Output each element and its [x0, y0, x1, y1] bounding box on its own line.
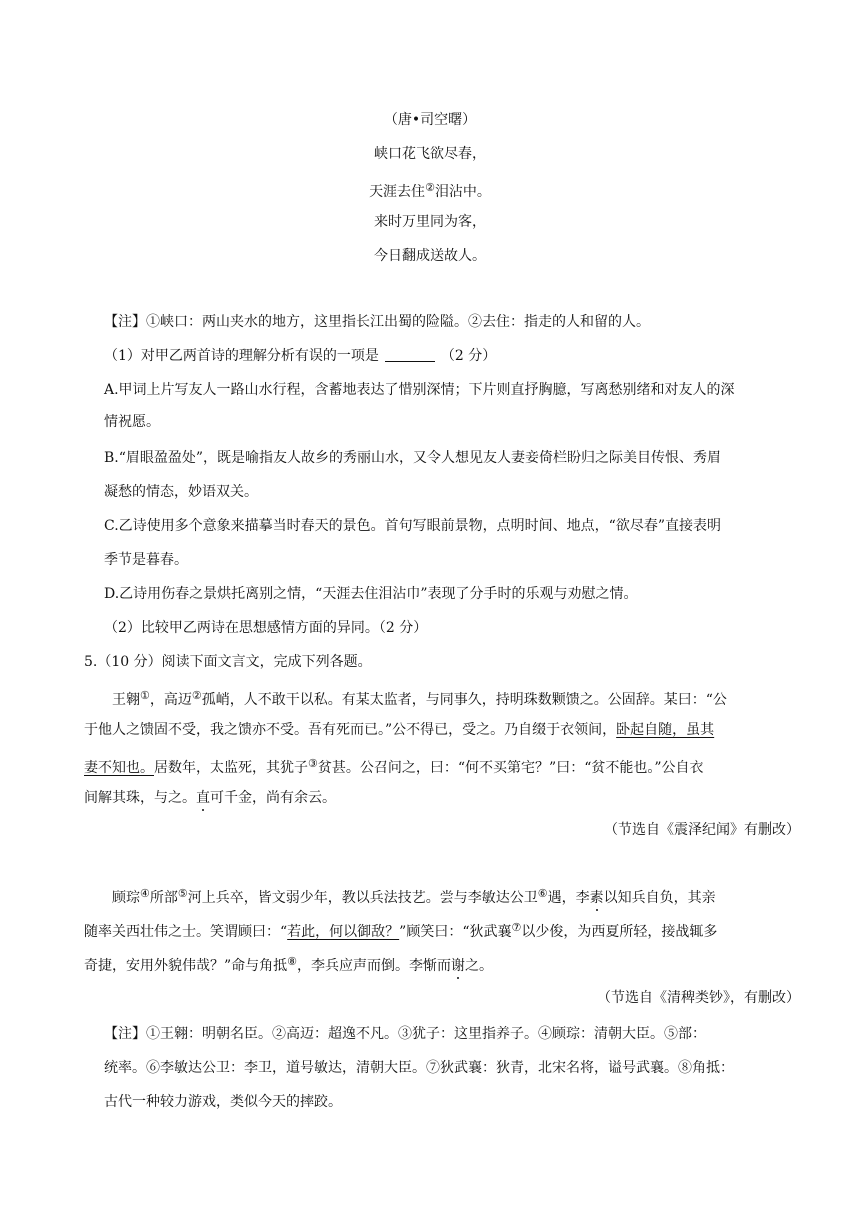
- question-5: 5.（10 分）阅读下面文言文，完成下列各题。: [84, 654, 372, 670]
- option-d: D.乙诗用伤春之景烘托离别之情，“天涯去住泪沾巾”表现了分手时的乐观与劝慰之情。: [104, 586, 638, 602]
- passage2-line-2: 随率关西壮伟之士。笑谓顾曰：“若此，何以御敌？”顾笑曰：“狄武襄⑦以少俊，为西夏所轻，接战辄多: [84, 921, 718, 940]
- poem-note: 【注】①峡口：两山夹水的地方，这里指长江出蜀的险隘。②去住：指走的人和留的人。: [104, 314, 650, 330]
- poem-line-4: 今日翻成送故人。: [374, 248, 486, 264]
- option-b-line-1: B.“眉眼盈盈处”，既是喻指友人故乡的秀丽山水，又令人想见友人妻妾倚栏盼归之际美目传恨、秀眉: [104, 450, 722, 466]
- passage1-line-3: 妻不知也。居数年，太监死，其犹子③贫甚。公召问之，曰：“何不买第宅？”曰：“贫不能也。”公自衣: [84, 757, 704, 776]
- underlined-sentence: 卧起自随，虽其: [616, 722, 715, 738]
- passage1-line-2: 于他人之馈固不受，我之馈亦不受。吾有死而已。”公不得已，受之。乃自缀于衣领间，卧起自随，虽其: [84, 722, 715, 738]
- passage-note-line-1: 【注】①王翱：明朝名臣。②高迈：超逸不凡。③犹子：这里指养子。④顾琮：清朝大臣。⑤部：: [104, 1026, 706, 1042]
- option-c-line-2: 季节是暮春。: [104, 552, 188, 568]
- passage-note-line-3: 古代一种较力游戏，类似今天的摔跤。: [104, 1094, 342, 1110]
- dotted-char: 直: [196, 790, 210, 806]
- dotted-char: 谢: [451, 958, 466, 974]
- answer-blank[interactable]: [385, 347, 435, 362]
- poem-author: （唐•司空曙）: [383, 112, 477, 128]
- passage2-line-3: 奇捷，安用外貌伟哉？”命与角抵⑧，李兵应声而倒。李惭而谢之。: [84, 955, 494, 974]
- poem-line-1: 峡口花飞欲尽春，: [374, 146, 486, 162]
- passage2-source: （节选自《清稗类钞》，有删改）: [597, 990, 800, 1006]
- option-a-line-1: A.甲词上片写友人一路山水行程，含蓄地表达了惜别深情；下片则直抒胸臆，写离愁别绪和对友人的深: [104, 382, 735, 398]
- footnote-mark: ②: [425, 181, 435, 194]
- option-a-line-2: 情祝愿。: [104, 414, 160, 430]
- option-b-line-2: 凝愁的情态，妙语双关。: [104, 484, 258, 500]
- passage1-line-4: 间解其珠，与之。直可千金，尚有余云。: [84, 790, 336, 806]
- underlined-sentence: 妻不知也。: [84, 760, 154, 776]
- passage1-line-1: 王翱①，高迈②孤峭，人不敢干以私。有某太监者，与同事久，持明珠数颗馈之。公固辞。某曰：“公: [112, 689, 727, 708]
- passage2-line-1: 顾琮④所部⑤河上兵卒，皆文弱少年，教以兵法技艺。尝与李敏达公卫⑥遇，李素以知兵自负，其亲: [112, 887, 716, 906]
- option-c-line-1: C.乙诗使用多个意象来描摹当时春天的景色。首句写眼前景物，点明时间、地点，“欲尽春”直接表明: [104, 518, 721, 534]
- question-2: （2）比较甲乙两诗在思想感情方面的异同。（2 分）: [104, 620, 428, 636]
- passage-note-line-2: 统率。⑥李敏达公卫：李卫，道号敏达，清朝大臣。⑦狄武襄：狄青，北宋名将，谥号武襄。⑧角抵：: [104, 1060, 734, 1076]
- underlined-sentence: 若此，何以御敌？: [287, 924, 400, 940]
- poem-line-3: 来时万里同为客，: [374, 214, 486, 230]
- question-1: （1）对甲乙两首诗的理解分析有误的一项是 （2 分）: [104, 348, 497, 364]
- passage1-source: （节选自《震泽纪闻》有删改）: [604, 822, 800, 838]
- dotted-char: 素: [589, 890, 604, 906]
- poem-line-2: 天涯去住②泪沾中。: [369, 181, 491, 200]
